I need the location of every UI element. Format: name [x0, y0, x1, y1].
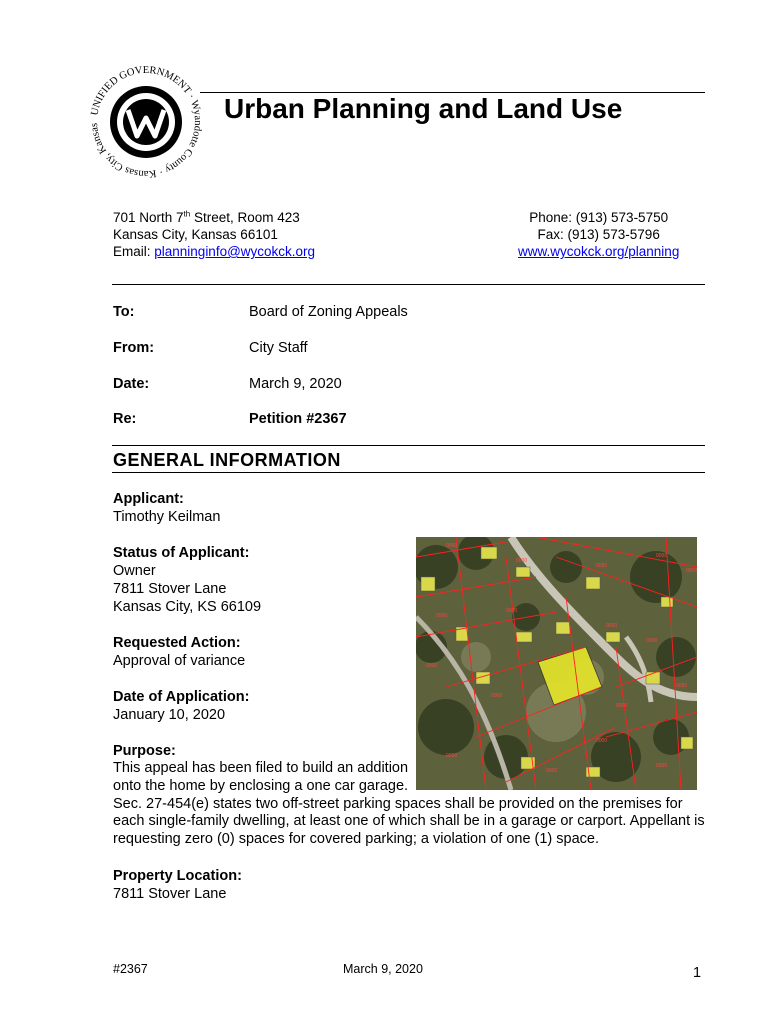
svg-text:0000: 0000 [686, 568, 697, 574]
status-label: Status of Applicant: [113, 545, 250, 561]
svg-text:0000: 0000 [446, 543, 458, 549]
phone-line: Phone: (913) 573-5750 [529, 210, 669, 225]
aerial-parcel-map [416, 537, 697, 790]
page-title: Urban Planning and Land Use [224, 93, 623, 124]
memo-to-label: To: [113, 304, 135, 320]
memo-divider [112, 445, 705, 446]
svg-text:0000: 0000 [426, 663, 438, 669]
applicant-block [113, 490, 713, 526]
property-location-block [113, 867, 713, 903]
svg-text:0000: 0000 [446, 753, 458, 759]
email-link[interactable]: planninginfo@wycokck.org [154, 244, 316, 259]
memo-from-label: From: [113, 340, 155, 356]
svg-text:0000: 0000 [546, 768, 558, 774]
date-of-application-label: Date of Application: [113, 689, 250, 705]
logo-ring-text: UNIFIED GOVERNMENT · Wyandotte County · Kansas City, Kansas [88, 64, 204, 180]
svg-text:0000: 0000 [656, 553, 668, 559]
svg-text:0000: 0000 [506, 608, 518, 614]
status-city: Kansas City, KS 66109 [113, 599, 262, 615]
status-owner: Owner [113, 563, 156, 579]
fax-line: Fax: (913) 573-5796 [537, 227, 660, 242]
purpose-text: This appeal has been filed to build an addition onto the home by enclosing a one car garage. Sec. 27-454(e) states two off-street parking spaces shall be provided on the premises for each single-family dwelling, at least one of which shall be in a garage or carport. Appellant is requesting zero (0) spaces for covered parking; a violation of one (1) space. [113, 760, 705, 848]
website-link[interactable]: www.wycokck.org/planning [518, 244, 680, 259]
section-heading-rule [112, 472, 705, 473]
footer-petition-number: #2367 [113, 962, 148, 976]
footer-page-number: 1 [693, 965, 702, 981]
section-heading: GENERAL INFORMATION [113, 450, 341, 470]
date-of-application-value: January 10, 2020 [113, 707, 226, 723]
header-divider [112, 284, 705, 285]
property-location-value: 7811 Stover Lane [113, 885, 227, 902]
memo-to-value: Board of Zoning Appeals [249, 304, 408, 320]
status-street: 7811 Stover Lane [113, 581, 227, 597]
email-line: Email: planninginfo@wycokck.org [113, 244, 316, 259]
svg-text:0000: 0000 [596, 563, 608, 569]
applicant-value: Timothy Keilman [113, 509, 221, 525]
unified-government-logo [84, 60, 208, 184]
svg-text:0000: 0000 [606, 623, 618, 629]
memo-date-value: March 9, 2020 [249, 376, 342, 392]
svg-text:0000: 0000 [616, 703, 628, 709]
footer-date: March 9, 2020 [343, 962, 423, 976]
property-location-label: Property Location: [113, 867, 242, 884]
address-block [113, 209, 315, 260]
svg-text:0000: 0000 [436, 613, 448, 619]
memo-re-label: Re: [113, 411, 137, 427]
purpose-label: Purpose: [113, 743, 176, 759]
memo-date-label: Date: [113, 376, 150, 392]
svg-text:0000: 0000 [656, 763, 668, 769]
svg-text:0000: 0000 [676, 683, 688, 689]
svg-text:0000: 0000 [596, 738, 608, 744]
memo-from-value: City Staff [249, 340, 308, 356]
contact-block [518, 209, 679, 260]
svg-text:0000: 0000 [516, 558, 528, 564]
requested-action-label: Requested Action: [113, 635, 241, 651]
address-line-2: Kansas City, Kansas 66101 [113, 227, 278, 242]
svg-text:0000: 0000 [491, 693, 503, 699]
applicant-label: Applicant: [113, 491, 184, 507]
svg-text:0000: 0000 [646, 638, 658, 644]
address-line-1: 701 North 7th Street, Room 423 [113, 209, 300, 225]
memo-re-value: Petition #2367 [249, 411, 347, 427]
requested-action-value: Approval of variance [113, 653, 246, 669]
